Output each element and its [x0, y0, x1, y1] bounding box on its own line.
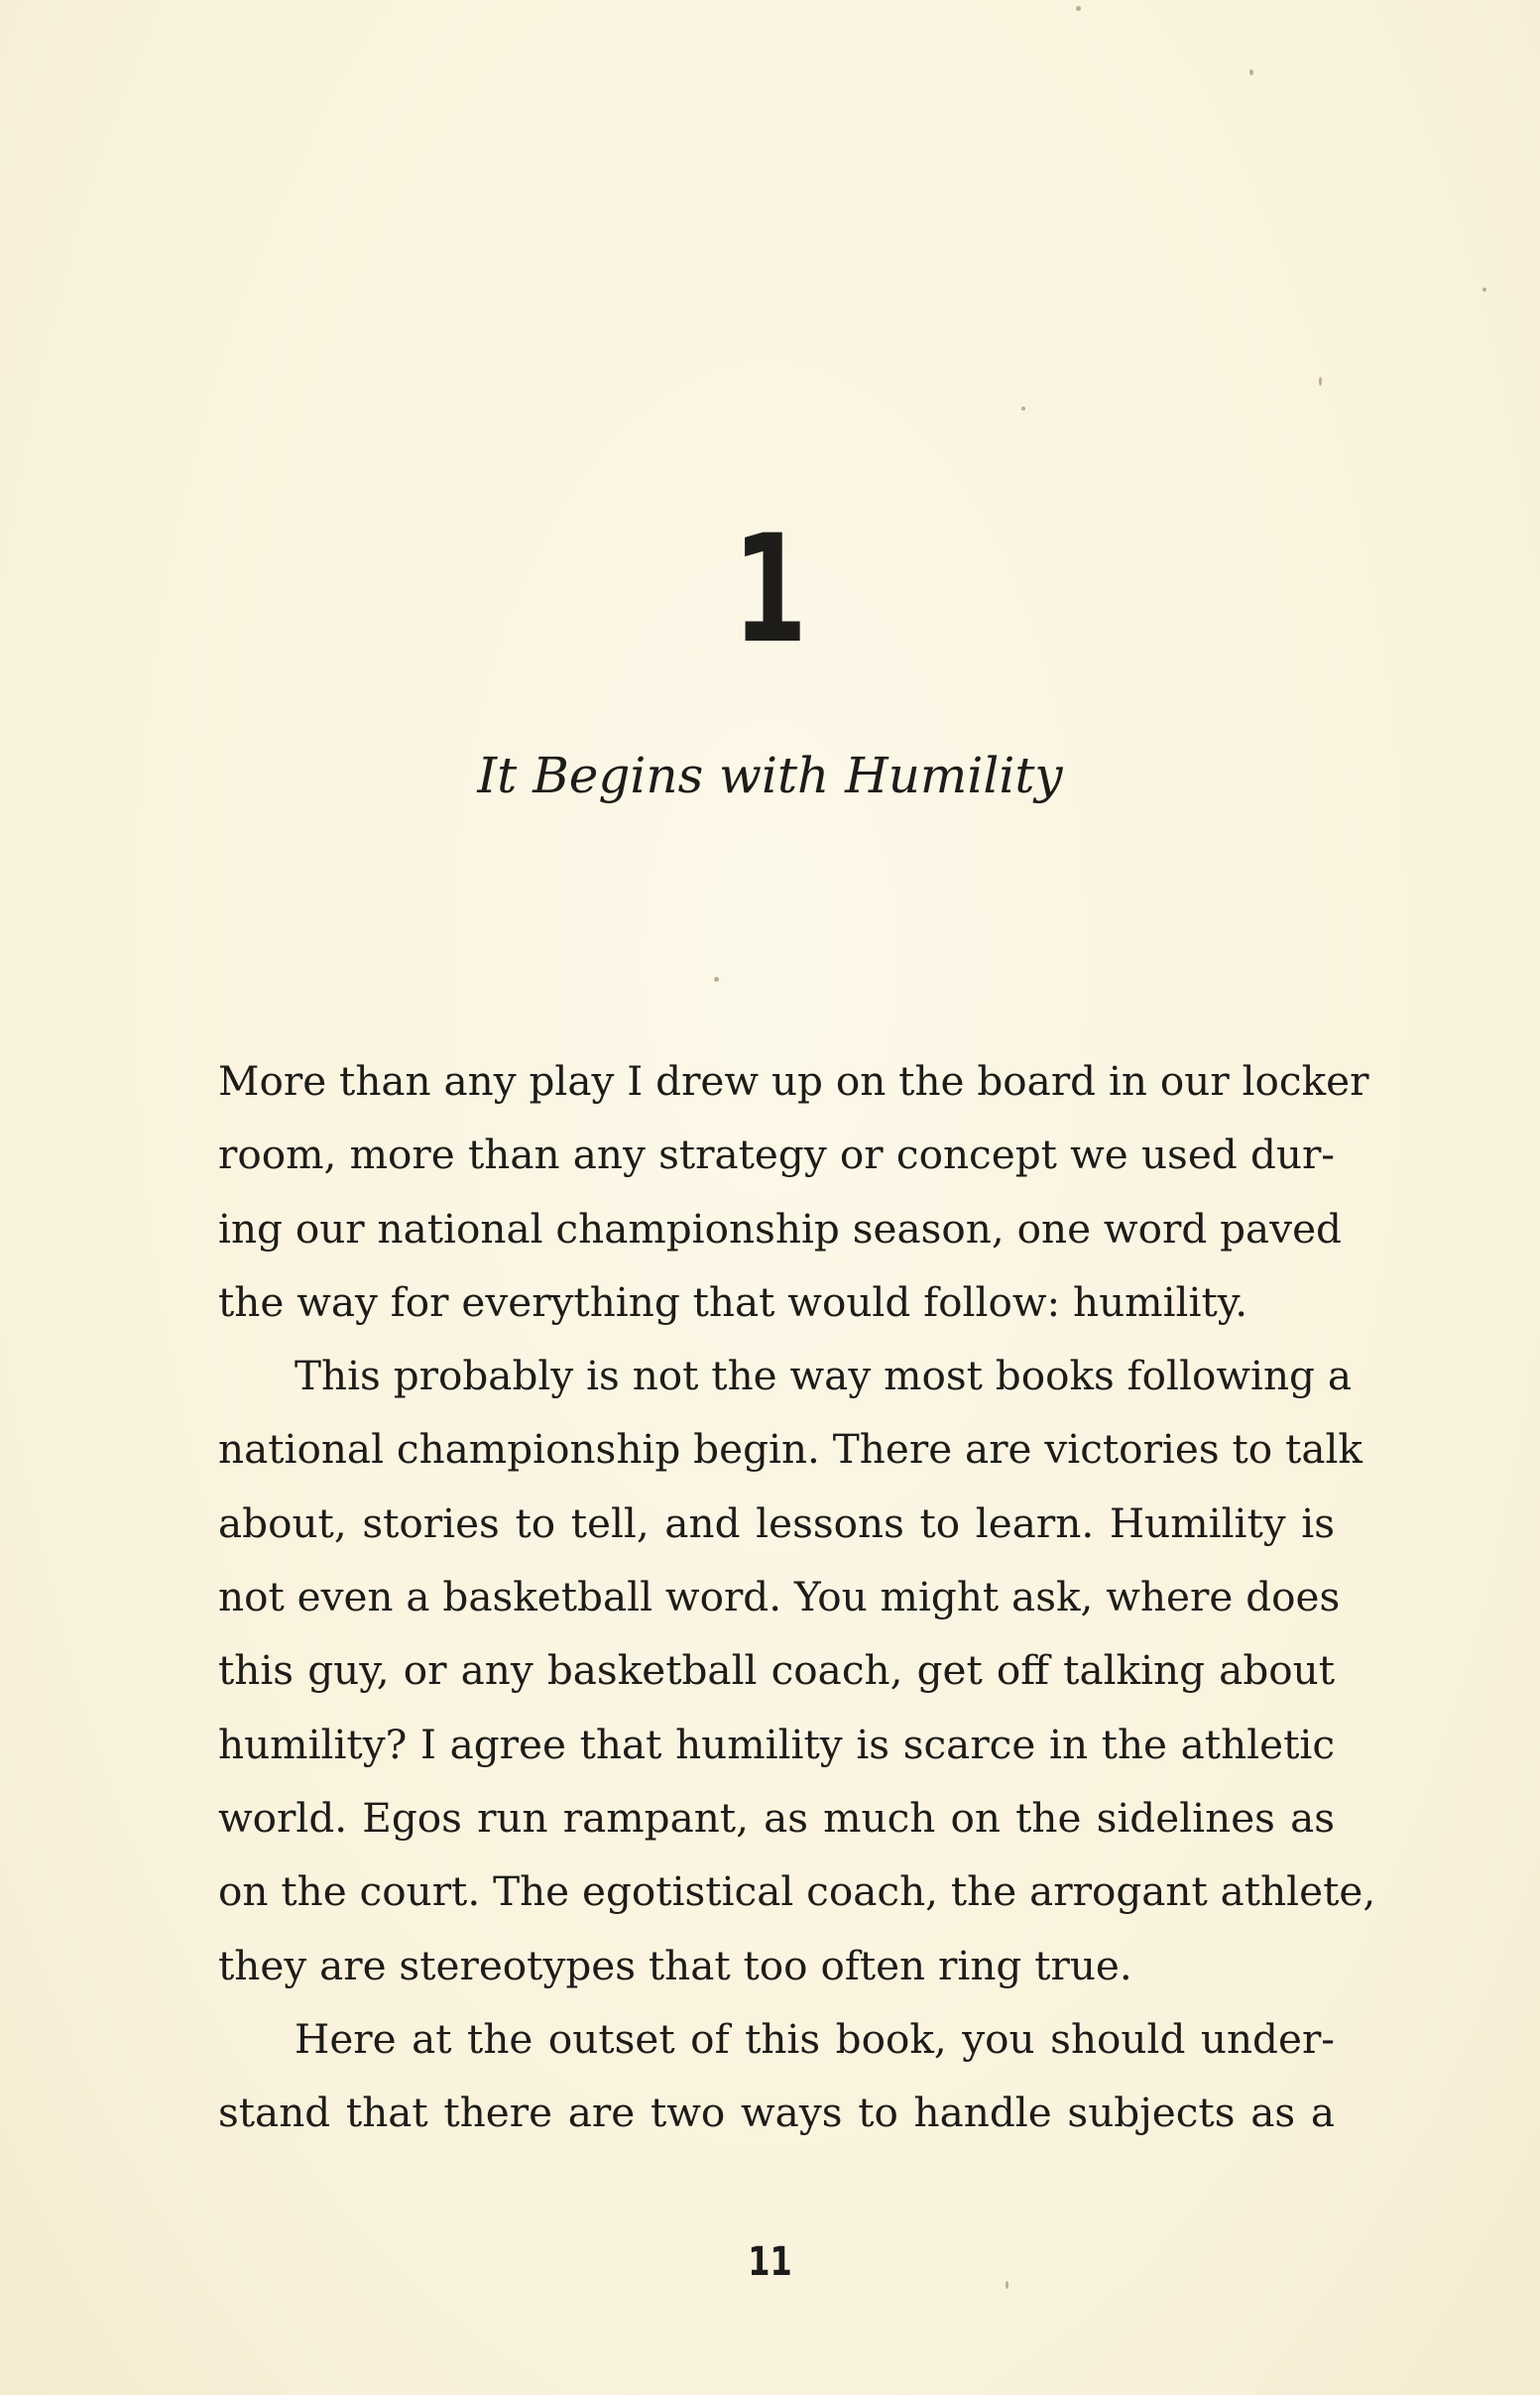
chapter-number: 1 — [732, 504, 808, 676]
text-line: More than any play I drew up on the board in our locker — [218, 1057, 1369, 1105]
text-line: this guy, or any basketball coach, get off talking about — [218, 1646, 1335, 1695]
paper-speck — [1482, 288, 1486, 292]
text-line: humility? I agree that humility is scarce in the athletic — [218, 1720, 1335, 1768]
text-line: ing our national championship season, one word paved — [218, 1204, 1342, 1253]
text-line: world. Egos run rampant, as much on the sidelines as — [218, 1793, 1335, 1842]
body-text — [218, 1044, 1376, 2149]
paragraph — [218, 1339, 1376, 2002]
text-line: about, stories to tell, and lessons to learn. Humility is — [218, 1498, 1335, 1547]
text-line: on the court. The egotistical coach, the arrogant athlete, — [218, 1867, 1376, 1916]
paragraph — [218, 2002, 1335, 2150]
page-number: 11 — [748, 2239, 792, 2285]
paragraph — [218, 1044, 1369, 1339]
paper-speck — [1076, 6, 1081, 11]
text-line: This probably is not the way most books following a — [295, 1352, 1352, 1400]
text-line: the way for everything that would follow: humility. — [218, 1277, 1248, 1326]
paper-speck — [714, 977, 719, 982]
text-line: they are stereotypes that too often ring true. — [218, 1941, 1132, 1989]
text-line: Here at the outset of this book, you should under- — [295, 2014, 1335, 2063]
paper-speck — [1319, 377, 1322, 386]
text-line: room, more than any strategy or concept we used dur- — [218, 1131, 1335, 1179]
text-line: stand that there are two ways to handle subjects as a — [218, 2089, 1335, 2137]
chapter-title: It Begins with Humility — [477, 747, 1063, 804]
paper-speck — [1249, 69, 1253, 75]
text-line: national championship begin. There are victories to talk — [218, 1425, 1362, 1474]
paper-speck — [1021, 407, 1025, 411]
text-line: not even a basketball word. You might ask, where does — [218, 1573, 1341, 1621]
